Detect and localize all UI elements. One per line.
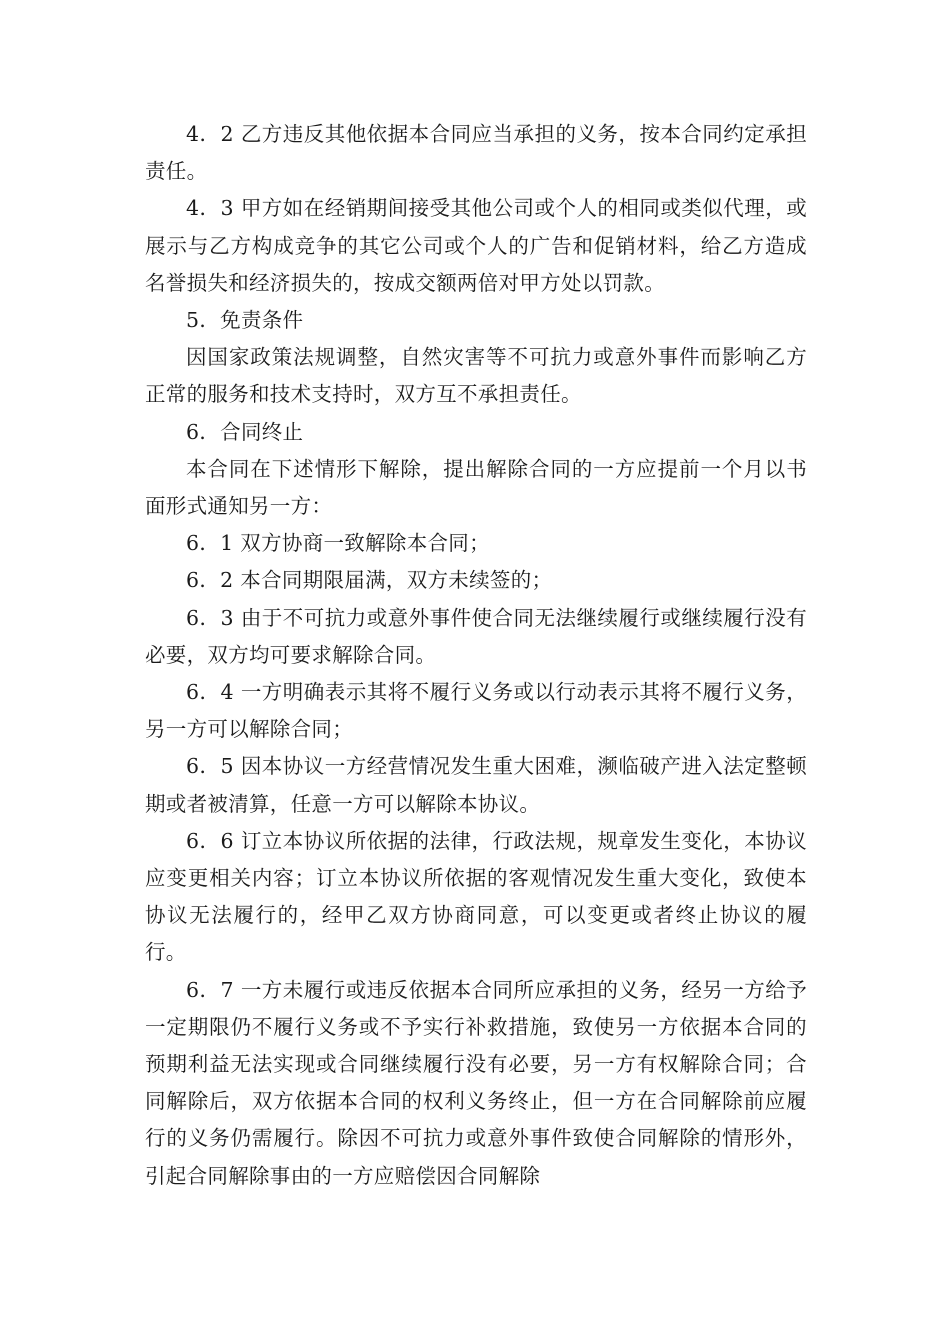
document-body bbox=[145, 116, 807, 1195]
paragraph-4-3: 4．3 甲方如在经销期间接受其他公司或个人的相同或类似代理，或展示与乙方构成竞争的其它公司或个人的广告和促销材料，给乙方造成名誉损失和经济损失的，按成交额两倍对甲方处以罚款。 bbox=[145, 196, 807, 295]
paragraph-4-2: 4．2 乙方违反其他依据本合同应当承担的义务，按本合同约定承担责任。 bbox=[145, 122, 807, 184]
paragraph-6-intro: 本合同在下述情形下解除，提出解除合同的一方应提前一个月以书面形式通知另一方： bbox=[145, 456, 807, 519]
heading-6-termination: 6．合同终止 bbox=[186, 419, 304, 444]
paragraph-6-4: 6．4 一方明确表示其将不履行义务或以行动表示其将不履行义务，另一方可以解除合同； bbox=[145, 680, 807, 742]
paragraph-6-5: 6．5 因本协议一方经营情况发生重大困难，濒临破产进入法定整顿期或者被清算，任意一方可以解除本协议。 bbox=[145, 754, 807, 816]
paragraph-6-7: 6．7 一方未履行或违反依据本合同所应承担的义务，经另一方给予一定期限仍不履行义务或不予实行补救措施，致使另一方依据本合同的预期利益无法实现或合同继续履行没有必要，另一方有权解除合同；合同解除后，双方依据本合同的权利义务终止，但一方在合同解除前应履行的义务仍需履行。除因不可抗力或意外事件致使合同解除的情形外，引起合同解除事由的一方应赔偿因合同解除 bbox=[145, 977, 807, 1188]
heading-5-exemption: 5．免责条件 bbox=[186, 308, 304, 333]
paragraph-5-body: 因国家政策法规调整，自然灾害等不可抗力或意外事件而影响乙方正常的服务和技术支持时，双方互不承担责任。 bbox=[145, 345, 807, 407]
paragraph-6-2: 6．2 本合同期限届满，双方未续签的； bbox=[186, 568, 553, 593]
paragraph-6-6: 6．6 订立本协议所依据的法律，行政法规，规章发生变化，本协议应变更相关内容；订立本协议所依据的客观情况发生重大变化，致使本协议无法履行的，经甲乙双方协商同意，可以变更或者终止协议的履行。 bbox=[145, 828, 807, 965]
paragraph-6-1: 6．1 双方协商一致解除本合同； bbox=[186, 531, 490, 556]
paragraph-6-3: 6．3 由于不可抗力或意外事件使合同无法继续履行或继续履行没有必要，双方均可要求解除合同。 bbox=[145, 605, 807, 667]
